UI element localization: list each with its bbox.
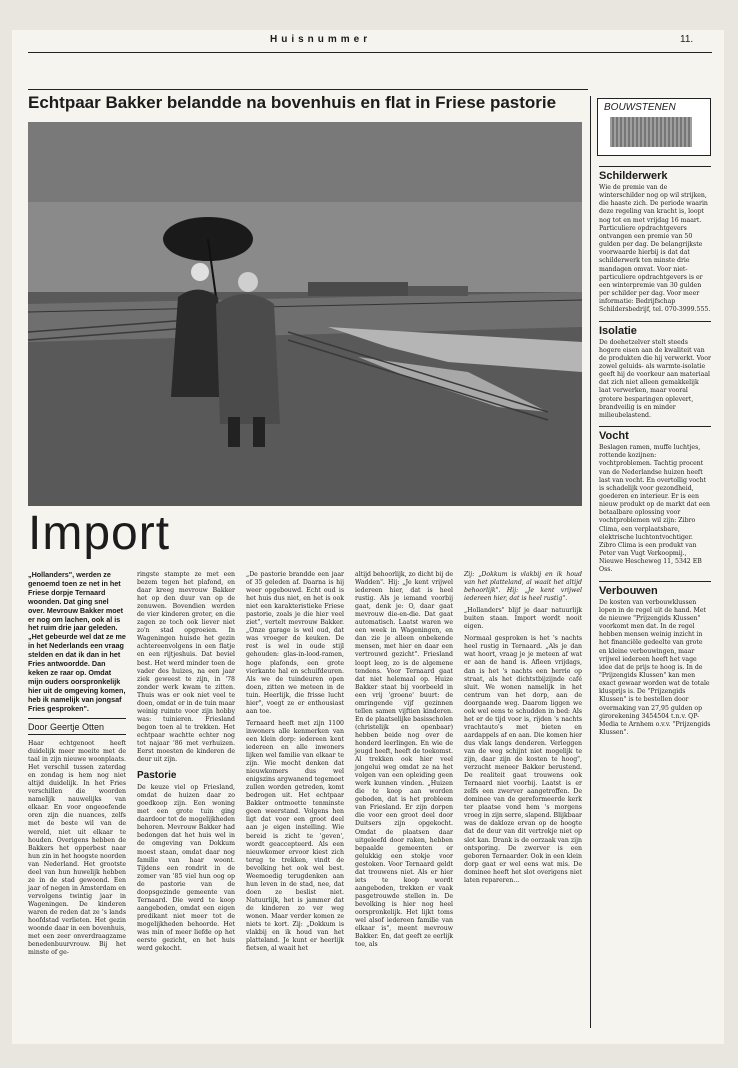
sidebar-heading-isolatie: Isolatie — [599, 321, 711, 337]
section-header: Huisnummer — [270, 34, 372, 45]
subhead-pastorie: Pastorie — [137, 770, 177, 782]
sidebar-text-schilderwerk: Wie de premie van de winterschilder nog op wil strijken, die haaste zich. De periode waarin deze regeling van kracht is, loopt nog tot en met vrijdag 16 maart. Particuliere opdrachtgevers ontvangen een premie van 50 gulden per dag. De belangrijkste voorwaarde hierbij is dat dat schilderwerk ten minste drie mandagen omvat. Voor niet-particuliere opdrachtgevers is er een winterpremie van 30 gulden per schilder per dag. Voor meer informatie: Bedrijfschap Schildersbedrijf, tel. 070-3999.555. — [599, 184, 711, 314]
byline: Door Geertje Otten — [28, 722, 105, 732]
paragraph: Ternaard heeft met zijn 1100 inwoners alle kenmerken van een klein dorp: iedereen kent iedereen en alle inwoners lijken wel familie van elkaar te zijn. Wie mocht denken dat nieuwkomers dus wel enigszins argwanend tegemoet zullen worden getreden, komt bedrogen uit. Het echtpaar Bakker ontmoette tenminste geen weerstand. Volgens hen ligt dat voor een groot deel aan je eigen instelling. Wie bereid is zicht te 'geven', wordt geaccepteerd. Als een nieuwkomer ervoor kiest zich terug te trekken, vindt de bevolking het ook wel best. Weemoedig terugdenken aan hun leven in de stad, nee, dat doen ze beslist niet. Natuurlijk, het is jammer dat de kinderen zo ver weg wonen. Maar verder komen ze niets te kort. Zij: „Dokkum is vlakbij en ik houd van het platteland. Je kunt er heerlijk fietsen, al waait het — [246, 719, 344, 953]
logo-text: BOUWSTENEN — [604, 102, 676, 113]
pull-quote: Zij: „Dokkum is vlakbij en ik houd van het platteland, al waait het altijd behoorlijk". Hij: „Je kent vrijwel iedereen hier, dat is heel rustig". — [464, 571, 582, 603]
byline-rule-bottom — [28, 734, 126, 735]
paragraph: De keuze viel op Friesland, omdat de huizen daar zo goedkoop zijn. Een woning met een grote tuin ging daardoor tot de mogelijkheden behoren. Mevrouw Bakker had bedongen dat het huis wel in de omgeving van Dokkum moest staan, omdat daar nog familie van haar woont. Tijdens een rondrit in de zomer van '85 viel hun oog op de pastorie van de doopsgezinde gemeente van Ternaard. Die werd te koop aangeboden, omdat een eigen predikant niet meer tot de mogelijkheden behoorde. Het was min of meer liefde op het eerste gezicht, en het huis werd gekocht. — [137, 784, 235, 953]
article-column-5 — [464, 571, 582, 889]
headline-rule-top — [28, 89, 588, 90]
sidebar-heading-vocht: Vocht — [599, 426, 711, 442]
paragraph: Normaal gesproken is het 's nachts heel rustig in Ternaard. „Als je dan wat hoort, vraag je je meteen af wat er aan de hand is. Afleen vrijdags, dan is het 's nachts een herrie op straat, als het dichtstbijzijnde café sluit. We wonen namelijk in het centrum van het dorp, aan de doorgaande weg. Daarom liggen we ook wel eens te schudden in bed: Als het er de tijd voor is, rijden 's nachts vrachtauto's met bieten en aardappels af en aan. Die komen hier dus vlak langs denderen. Verleggen van de weg schijnt niet mogelijk te zijn, daar zijn de kosten te hoog", verzucht meneer Bakker berustend. De realiteit gaat trouwens ook Ternaard niet voorbij. Laatst is er zelfs een zwerver aangetroffen. De dominee van de gereformeerde kerk ter plaatse vond hem 's morgens vroeg in zijn serre, slapend. Blijkbaar was de dakloze ervan op de hoogte dat de deur van dit vertrekje niet op slot kan. Drank is de oorzaak van zijn ontsporing. De zwerver is een geboren Ternaarder. Ook in een klein dorp gaat er wel eens wat mis. De dominee heeft het slot overigens niet laten repareren... — [464, 635, 582, 884]
article-column-2 — [137, 571, 235, 957]
byline-rule-top — [28, 718, 126, 719]
sidebar-heading-schilderwerk: Schilderwerk — [599, 166, 711, 182]
header-rule — [28, 52, 712, 53]
article-column-1 — [28, 740, 126, 961]
article-title-word: Import — [28, 507, 171, 560]
paragraph: Haar echtgenoot heeft duidelijk meer moeite met de taal in zijn nieuwe woonplaats. Het verschil tussen zaterdag en zondag is hem nog niet altijd duidelijk. In het Fries verschillen die woorden namelijk nauwelijks van elkaar. En voor ongeoefende oren zijn die nuances, zelfs met de beste wil van de wereld, niet uit elkaar te houden. Overigens hebben de Bakkers het opperbest naar hun zin in het hoogste noorden van Nederland. Het grootste deel van hun huwelijk hebben ze in de stad gewoond. Een jaar of negen in Amsterdam en vervolgens twintig jaar in Wageningen. De kinderen waren de reden dat ze 's lands hoofdstad verlieten. Het gezin woonde daar in een bovenhuis, met een zeer onverdraagzame benedenbuurvrouw. Bij het minste of ge- — [28, 740, 126, 957]
page-number: 11. — [680, 34, 694, 45]
article-photo — [28, 122, 582, 506]
article-column-3 — [246, 571, 344, 957]
paragraph: ringste stampte ze met een bezem tegen het plafond, en daar kreeg mevrouw Bakker het op den duur van op de zenuwen. Bovendien werden de vier kinderen groter, en die zagen ze toch ook liever niet zo'n stad opgroeien. In Wageningen huisde het gezin achtereenvolgens in een flatje en een rijtjeshuis. Dat beviel best. Het werd minder toen de vader des huizes, na een jaar ziek geweest te zijn, in '78 zonder werk kwam te zitten. Thuis was er ook niet veel te doen, omdat er in de tuin maar weinig ruimte voor zijn hobby was: tuinieren. Friesland begon toen al te trekken. Het echtpaar wachtte echter nog tot najaar '86 met verhuizen. Eerst moesten de kinderen de deur uit zijn. — [137, 571, 235, 764]
sidebar-bouwstenen — [590, 96, 713, 1028]
article-column-4 — [355, 571, 453, 953]
sidebar-text-isolatie: De doehetzelver stelt steeds hogere eisen aan de kwaliteit van de produkten die hij verwerkt. Voor zowel geluids- als warmte-isolatie geeft hij de voorkeur aan materiaal dat zich niet alleen gemakkelijk laat verwerken, maar vooral grotere besparingen oplevert, brandveilig is en minder milieubelastend. — [599, 338, 711, 419]
bouwstenen-logo — [597, 98, 711, 156]
article-intro: „Hollanders", werden ze genoemd toen ze net in het Friese dorpje Ternaard woonden. Dat ging snel over. Mevrouw Bakker moet er nog om lachen, ook al is het ruim drie jaar geleden. „Het gebeurde wel dat ze me in het Nederlands een vraag stelden en dat ik dan in het Fries antwoordde. Dan keken ze raar op. Omdat mijn ouders oorspronkelijk hier uit de omgeving komen, heb ik namelijk van jongsaf Fries gesproken". — [28, 570, 126, 713]
sidebar-text-vocht: Beslagen ramen, muffe luchtjes, rottende kozijnen: vochtproblemen. Tachtig procent van de Nederlandse huizen heeft last van vocht. En overtollig vocht is schadelijk voor gezondheid, goederen en interieur. Er is een nieuw produkt op de markt dat een betaalbare oplossing voor vochtproblemen wil zijn: Zibro Clima, een verplaatsbare, elektrische luchtontvochtiger. Zibro Clima is een produkt van Peter van Vugt Verkoopmij., Nieuwe Hescheweg 11, 5342 EB Oss. — [599, 444, 711, 574]
paragraph: altijd behoorlijk, zo dicht bij de Wadden". Hij: „Je kent vrijwel iedereen hier, dat is heel rustig. Als je iemand voorbij gaat, denk je: O, daar gaat mevrouw die-en-die. Dat gaat automatisch. Laatst waren we een week in Wageningen, en dan zie je alleen onbekende mensen, met hier en daar een vertrouwd gezicht". Friesland loopt leeg, zo is de algemene tendens. Voor Ternaard gaat dat niet helemaal op. Huize Bakker staat bij voorbeeld in een vrij 'groene' buurt: de omringende vijf gezinnen tellen samen vijftien kinderen. En de plaatselijke basisscholen (christelijk en openbaar) hebben beide nog over de honderd leerlingen. En wie de jeugd heeft, heeft de toekomst. Al trekken ook hier veel jongelui weg omdat ze na het volgen van een opleiding geen werk kunnen vinden. „Huizen die te koop aan worden geboden, dat is het probleem van Friesland. Er zijn dorpen die voor een groot deel door Duitsers zijn opgekocht. Omdat de plaatsen daar uitgeleefd door raken, hebben bepaalde gemeenten er gelukkig een stokje voor gestoken. Voor Ternaard geldt dat trouwens niet. Als er hier iets te koop wordt aangeboden, trekken er vaak pasgetrouwde stellen in. De bevolking is hier nog heel oorspronkelijk. Het lijkt toms wel alsof iedereen familie van elkaar is", meent mevrouw Bakker. En, dat geeft ze eerlijk toe, als — [355, 571, 453, 949]
sidebar-body — [599, 160, 711, 737]
paragraph: „De pastorie brandde een jaar of 35 geleden af. Daarna is hij weer opgebouwd. Echt oud is het huis dus niet, en het is ook niet een karakteristieke Friese pastorie, zoals je die hier veel ziet", vertelt mevrouw Bakker. „Onze garage is wel oud, dat was vroeger de keuken. De rest is wel in oude stijl gehouden: glas-in-lood-ramen, hoge plafonds, een grote vierkante hal en schuifdeuren. Als we de tuindeuren open doen, zitten we meteen in de tuin. Heerlijk, die frisse lucht hier", voegt ze er enthousiast aan toe. — [246, 571, 344, 715]
headline: Echtpaar Bakker belandde na bovenhuis en flat in Friese pastorie — [28, 93, 557, 112]
sidebar-text-verbouwen: De kosten van verbouwklussen lopen in de regel uit de hand. Met de nieuwe "Prijzengids Klussen" voorkomt men dat. In de regel hebben mensen weinig inzicht in het financiële gedeelte van grote en kleine verbouwingen, maar vrijwel iedereen heeft het vage idee dat de prijs te hoog is. In de "Prijzengids Klussen" kan men exact gewaar worden wat de totale klusprijs is. De "Prijzengids Klussen" is te bestellen door overmaking van 27,95 gulden op girorekening 3454504 t.n.v. QP-Media te Arnhem o.v.v. "Prijzengids Klussen". — [599, 598, 711, 737]
brick-pattern-icon — [610, 117, 692, 147]
sidebar-heading-verbouwen: Verbouwen — [599, 581, 711, 597]
paragraph: „Hollanders" blijf je daar natuurlijk buiten staan. Import wordt nooit eigen. — [464, 607, 582, 631]
